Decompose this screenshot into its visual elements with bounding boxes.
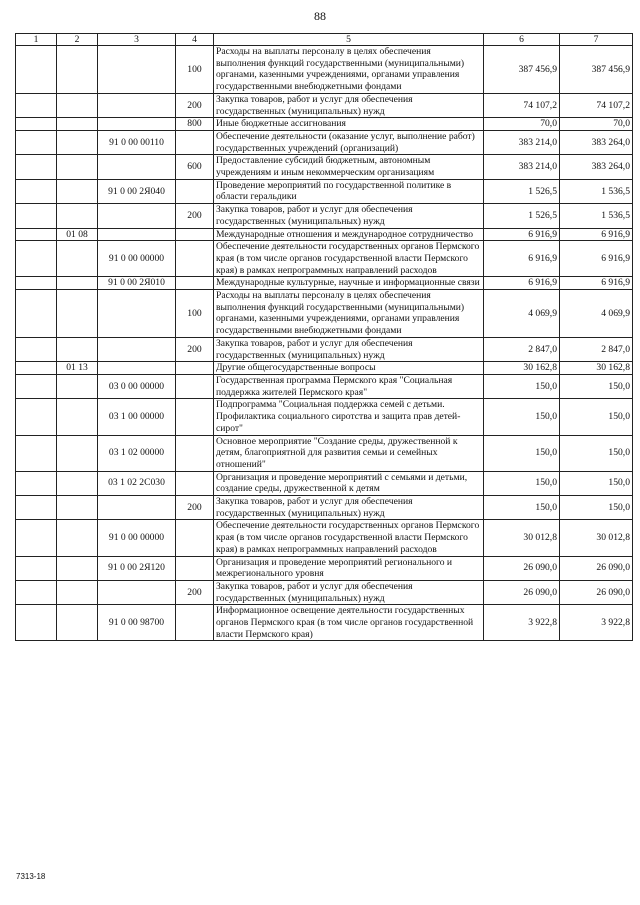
section-code-cell <box>57 179 98 203</box>
amount-year1-cell: 6 916,9 <box>484 228 560 241</box>
target-article-cell <box>98 93 176 117</box>
section-code-cell <box>57 130 98 154</box>
description-cell: Иные бюджетные ассигнования <box>214 118 484 131</box>
target-article-cell: 03 1 02 2C030 <box>98 471 176 495</box>
amount-year2-cell: 150,0 <box>560 399 633 435</box>
col1-cell <box>16 228 57 241</box>
target-article-cell <box>98 118 176 131</box>
table-row <box>16 130 633 154</box>
expense-type-cell <box>176 399 214 435</box>
section-code-cell <box>57 290 98 338</box>
amount-year2-cell: 70,0 <box>560 118 633 131</box>
target-article-cell: 91 0 00 00000 <box>98 520 176 556</box>
document-code: 7313-18 <box>16 872 46 881</box>
section-code-cell: 01 08 <box>57 228 98 241</box>
amount-year2-cell: 3 922,8 <box>560 605 633 641</box>
budget-table <box>15 33 633 641</box>
col1-cell <box>16 93 57 117</box>
target-article-cell <box>98 362 176 375</box>
target-article-cell: 03 1 02 00000 <box>98 435 176 471</box>
target-article-cell: 03 1 00 00000 <box>98 399 176 435</box>
description-cell: Предоставление субсидий бюджетным, автономным учреждениям и иным некоммерческим организациям <box>214 155 484 179</box>
section-code-cell <box>57 496 98 520</box>
amount-year1-cell: 150,0 <box>484 471 560 495</box>
amount-year2-cell: 387 456,9 <box>560 46 633 94</box>
col1-cell <box>16 204 57 228</box>
amount-year2-cell: 150,0 <box>560 471 633 495</box>
col1-cell <box>16 471 57 495</box>
col1-cell <box>16 362 57 375</box>
target-article-cell <box>98 337 176 361</box>
col1-cell <box>16 290 57 338</box>
amount-year1-cell: 150,0 <box>484 435 560 471</box>
section-code-cell <box>57 155 98 179</box>
amount-year2-cell: 30 162,8 <box>560 362 633 375</box>
col-header: 4 <box>176 34 214 46</box>
table-body <box>16 46 633 641</box>
target-article-cell: 91 0 00 2Я010 <box>98 277 176 290</box>
amount-year2-cell: 6 916,9 <box>560 277 633 290</box>
description-cell: Закупка товаров, работ и услуг для обеспечения государственных (муниципальных) нужд <box>214 496 484 520</box>
amount-year1-cell: 387 456,9 <box>484 46 560 94</box>
target-article-cell <box>98 155 176 179</box>
section-code-cell <box>57 556 98 580</box>
expense-type-cell: 200 <box>176 337 214 361</box>
expense-type-cell: 200 <box>176 580 214 604</box>
expense-type-cell <box>176 362 214 375</box>
amount-year1-cell: 150,0 <box>484 399 560 435</box>
amount-year1-cell: 26 090,0 <box>484 556 560 580</box>
amount-year1-cell: 383 214,0 <box>484 130 560 154</box>
description-cell: Международные отношения и международное сотрудничество <box>214 228 484 241</box>
header-row <box>16 34 633 46</box>
col1-cell <box>16 556 57 580</box>
table-row <box>16 337 633 361</box>
col1-cell <box>16 496 57 520</box>
table-row <box>16 580 633 604</box>
table-row <box>16 496 633 520</box>
description-cell: Расходы на выплаты персоналу в целях обеспечения выполнения функций государственными (муниципальными) органами, казенными учреждениями, органами управления государственными внебюджетными фондами <box>214 290 484 338</box>
table-row <box>16 290 633 338</box>
amount-year2-cell: 150,0 <box>560 496 633 520</box>
table-row <box>16 93 633 117</box>
target-article-cell: 91 0 00 00000 <box>98 241 176 277</box>
expense-type-cell <box>176 179 214 203</box>
section-code-cell <box>57 241 98 277</box>
target-article-cell <box>98 580 176 604</box>
description-cell: Расходы на выплаты персоналу в целях обеспечения выполнения функций государственными (муниципальными) органами, казенными учреждениями, органами управления государственными внебюджетными фондами <box>214 46 484 94</box>
description-cell: Другие общегосударственные вопросы <box>214 362 484 375</box>
description-cell: Организация и проведение мероприятий с семьями и детьми, создание среды, дружественной к детям <box>214 471 484 495</box>
target-article-cell <box>98 290 176 338</box>
amount-year2-cell: 74 107,2 <box>560 93 633 117</box>
col1-cell <box>16 580 57 604</box>
expense-type-cell <box>176 556 214 580</box>
section-code-cell <box>57 277 98 290</box>
col1-cell <box>16 130 57 154</box>
section-code-cell: 01 13 <box>57 362 98 375</box>
expense-type-cell: 200 <box>176 93 214 117</box>
amount-year2-cell: 150,0 <box>560 374 633 398</box>
table-row <box>16 471 633 495</box>
expense-type-cell <box>176 130 214 154</box>
description-cell: Подпрограмма "Социальная поддержка семей с детьми. Профилактика социального сиротства и защита прав детей-сирот" <box>214 399 484 435</box>
amount-year2-cell: 26 090,0 <box>560 556 633 580</box>
expense-type-cell <box>176 241 214 277</box>
col1-cell <box>16 46 57 94</box>
col1-cell <box>16 605 57 641</box>
table-row <box>16 605 633 641</box>
section-code-cell <box>57 204 98 228</box>
amount-year1-cell: 1 526,5 <box>484 179 560 203</box>
col-header: 1 <box>16 34 57 46</box>
amount-year2-cell: 6 916,9 <box>560 241 633 277</box>
target-article-cell: 03 0 00 00000 <box>98 374 176 398</box>
description-cell: Обеспечение деятельности государственных органов Пермского края (в том числе органов государственной власти Пермского края) в рамках непрограммных направлений расходов <box>214 520 484 556</box>
expense-type-cell: 100 <box>176 46 214 94</box>
amount-year2-cell: 383 264,0 <box>560 155 633 179</box>
expense-type-cell: 100 <box>176 290 214 338</box>
col-header: 3 <box>98 34 176 46</box>
target-article-cell: 91 0 00 98700 <box>98 605 176 641</box>
expense-type-cell: 200 <box>176 204 214 228</box>
table-row <box>16 241 633 277</box>
table-row <box>16 556 633 580</box>
expense-type-cell <box>176 435 214 471</box>
col1-cell <box>16 241 57 277</box>
table-row <box>16 204 633 228</box>
expense-type-cell: 600 <box>176 155 214 179</box>
table-row <box>16 46 633 94</box>
col-header: 5 <box>214 34 484 46</box>
col1-cell <box>16 374 57 398</box>
target-article-cell: 91 0 00 2Я040 <box>98 179 176 203</box>
table-row <box>16 228 633 241</box>
amount-year2-cell: 6 916,9 <box>560 228 633 241</box>
page-number: 88 <box>314 9 326 23</box>
section-code-cell <box>57 605 98 641</box>
table-row <box>16 435 633 471</box>
amount-year1-cell: 150,0 <box>484 374 560 398</box>
amount-year1-cell: 30 012,8 <box>484 520 560 556</box>
target-article-cell <box>98 46 176 94</box>
description-cell: Обеспечение деятельности (оказание услуг, выполнение работ) государственных учреждений (организаций) <box>214 130 484 154</box>
table-row <box>16 362 633 375</box>
col1-cell <box>16 520 57 556</box>
col-header: 2 <box>57 34 98 46</box>
description-cell: Закупка товаров, работ и услуг для обеспечения государственных (муниципальных) нужд <box>214 204 484 228</box>
target-article-cell <box>98 228 176 241</box>
target-article-cell <box>98 496 176 520</box>
description-cell: Закупка товаров, работ и услуг для обеспечения государственных (муниципальных) нужд <box>214 580 484 604</box>
amount-year2-cell: 1 536,5 <box>560 179 633 203</box>
col1-cell <box>16 155 57 179</box>
col-header: 7 <box>560 34 633 46</box>
amount-year1-cell: 1 526,5 <box>484 204 560 228</box>
col1-cell <box>16 435 57 471</box>
section-code-cell <box>57 46 98 94</box>
section-code-cell <box>57 374 98 398</box>
table-row <box>16 399 633 435</box>
description-cell: Закупка товаров, работ и услуг для обеспечения государственных (муниципальных) нужд <box>214 93 484 117</box>
amount-year1-cell: 6 916,9 <box>484 241 560 277</box>
table-row <box>16 374 633 398</box>
amount-year1-cell: 6 916,9 <box>484 277 560 290</box>
target-article-cell: 91 0 00 2Я120 <box>98 556 176 580</box>
section-code-cell <box>57 435 98 471</box>
amount-year2-cell: 4 069,9 <box>560 290 633 338</box>
description-cell: Закупка товаров, работ и услуг для обеспечения государственных (муниципальных) нужд <box>214 337 484 361</box>
amount-year1-cell: 4 069,9 <box>484 290 560 338</box>
expense-type-cell <box>176 374 214 398</box>
expense-type-cell: 200 <box>176 496 214 520</box>
section-code-cell <box>57 580 98 604</box>
target-article-cell <box>98 204 176 228</box>
description-cell: Государственная программа Пермского края "Социальная поддержка жителей Пермского края" <box>214 374 484 398</box>
table-row <box>16 155 633 179</box>
section-code-cell <box>57 93 98 117</box>
target-article-cell: 91 0 00 00110 <box>98 130 176 154</box>
table-row <box>16 179 633 203</box>
amount-year2-cell: 1 536,5 <box>560 204 633 228</box>
amount-year2-cell: 26 090,0 <box>560 580 633 604</box>
section-code-cell <box>57 471 98 495</box>
amount-year1-cell: 74 107,2 <box>484 93 560 117</box>
col1-cell <box>16 337 57 361</box>
expense-type-cell <box>176 228 214 241</box>
amount-year1-cell: 383 214,0 <box>484 155 560 179</box>
section-code-cell <box>57 399 98 435</box>
table-row <box>16 520 633 556</box>
amount-year2-cell: 2 847,0 <box>560 337 633 361</box>
expense-type-cell <box>176 520 214 556</box>
description-cell: Международные культурные, научные и информационные связи <box>214 277 484 290</box>
amount-year1-cell: 30 162,8 <box>484 362 560 375</box>
expense-type-cell <box>176 471 214 495</box>
table-row <box>16 118 633 131</box>
col1-cell <box>16 277 57 290</box>
amount-year1-cell: 2 847,0 <box>484 337 560 361</box>
description-cell: Информационное освещение деятельности государственных органов Пермского края (в том числе органов государственной власти Пермского края) <box>214 605 484 641</box>
amount-year1-cell: 70,0 <box>484 118 560 131</box>
amount-year1-cell: 3 922,8 <box>484 605 560 641</box>
amount-year1-cell: 26 090,0 <box>484 580 560 604</box>
amount-year2-cell: 150,0 <box>560 435 633 471</box>
expense-type-cell: 800 <box>176 118 214 131</box>
description-cell: Обеспечение деятельности государственных органов Пермского края (в том числе органов государственной власти Пермского края) в рамках непрограммных направлений расходов <box>214 241 484 277</box>
description-cell: Основное мероприятие "Создание среды, дружественной к детям, благоприятной для развития семьи и семейных отношений" <box>214 435 484 471</box>
description-cell: Проведение мероприятий по государственной политике в области геральдики <box>214 179 484 203</box>
section-code-cell <box>57 337 98 361</box>
description-cell: Организация и проведение мероприятий регионального и межрегионального уровня <box>214 556 484 580</box>
col1-cell <box>16 179 57 203</box>
col1-cell <box>16 399 57 435</box>
amount-year2-cell: 30 012,8 <box>560 520 633 556</box>
amount-year1-cell: 150,0 <box>484 496 560 520</box>
col-header: 6 <box>484 34 560 46</box>
expense-type-cell <box>176 605 214 641</box>
expense-type-cell <box>176 277 214 290</box>
table-row <box>16 277 633 290</box>
section-code-cell <box>57 118 98 131</box>
section-code-cell <box>57 520 98 556</box>
col1-cell <box>16 118 57 131</box>
amount-year2-cell: 383 264,0 <box>560 130 633 154</box>
